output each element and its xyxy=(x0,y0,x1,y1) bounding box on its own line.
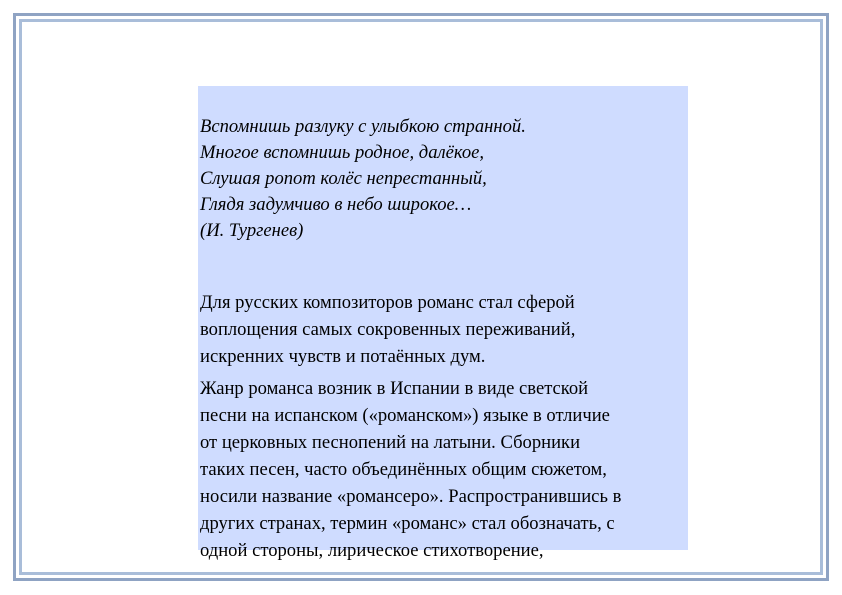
paragraph-line: одной стороны, лирическое стихотворение, xyxy=(200,540,544,561)
paragraph-line: песни на испанском («романском») языке в отличие xyxy=(200,405,610,426)
paragraph-line: таких песен, часто объединённых общим сюжетом, xyxy=(200,459,607,480)
poem-epigraph xyxy=(200,114,688,244)
poem-line: Многое вспомнишь родное, далёкое, xyxy=(200,142,485,163)
paragraph-history xyxy=(200,375,688,564)
paragraph-line: Жанр романса возник в Испании в виде светской xyxy=(200,378,589,399)
slide-text-block xyxy=(198,86,688,561)
paragraph-line: других странах, термин «романс» стал обозначать, с xyxy=(200,513,615,534)
paragraph-line: искренних чувств и потаённых дум. xyxy=(200,346,486,367)
paragraph-line: Для русских композиторов романс стал сферой xyxy=(200,292,575,313)
poem-line: Вспомнишь разлуку с улыбкою странной. xyxy=(200,116,526,137)
paragraph-line: воплощения самых сокровенных переживаний, xyxy=(200,319,576,340)
paragraph-line: носили название «романсеро». Распространившись в xyxy=(200,486,622,507)
paragraph-intro xyxy=(200,289,688,370)
poem-author: (И. Тургенев) xyxy=(200,220,304,241)
paragraph-line: от церковных песнопений на латыни. Сборники xyxy=(200,432,581,453)
poem-line: Слушая ропот колёс непрестанный, xyxy=(200,168,487,189)
poem-line: Глядя задумчиво в небо широкое… xyxy=(200,194,472,215)
